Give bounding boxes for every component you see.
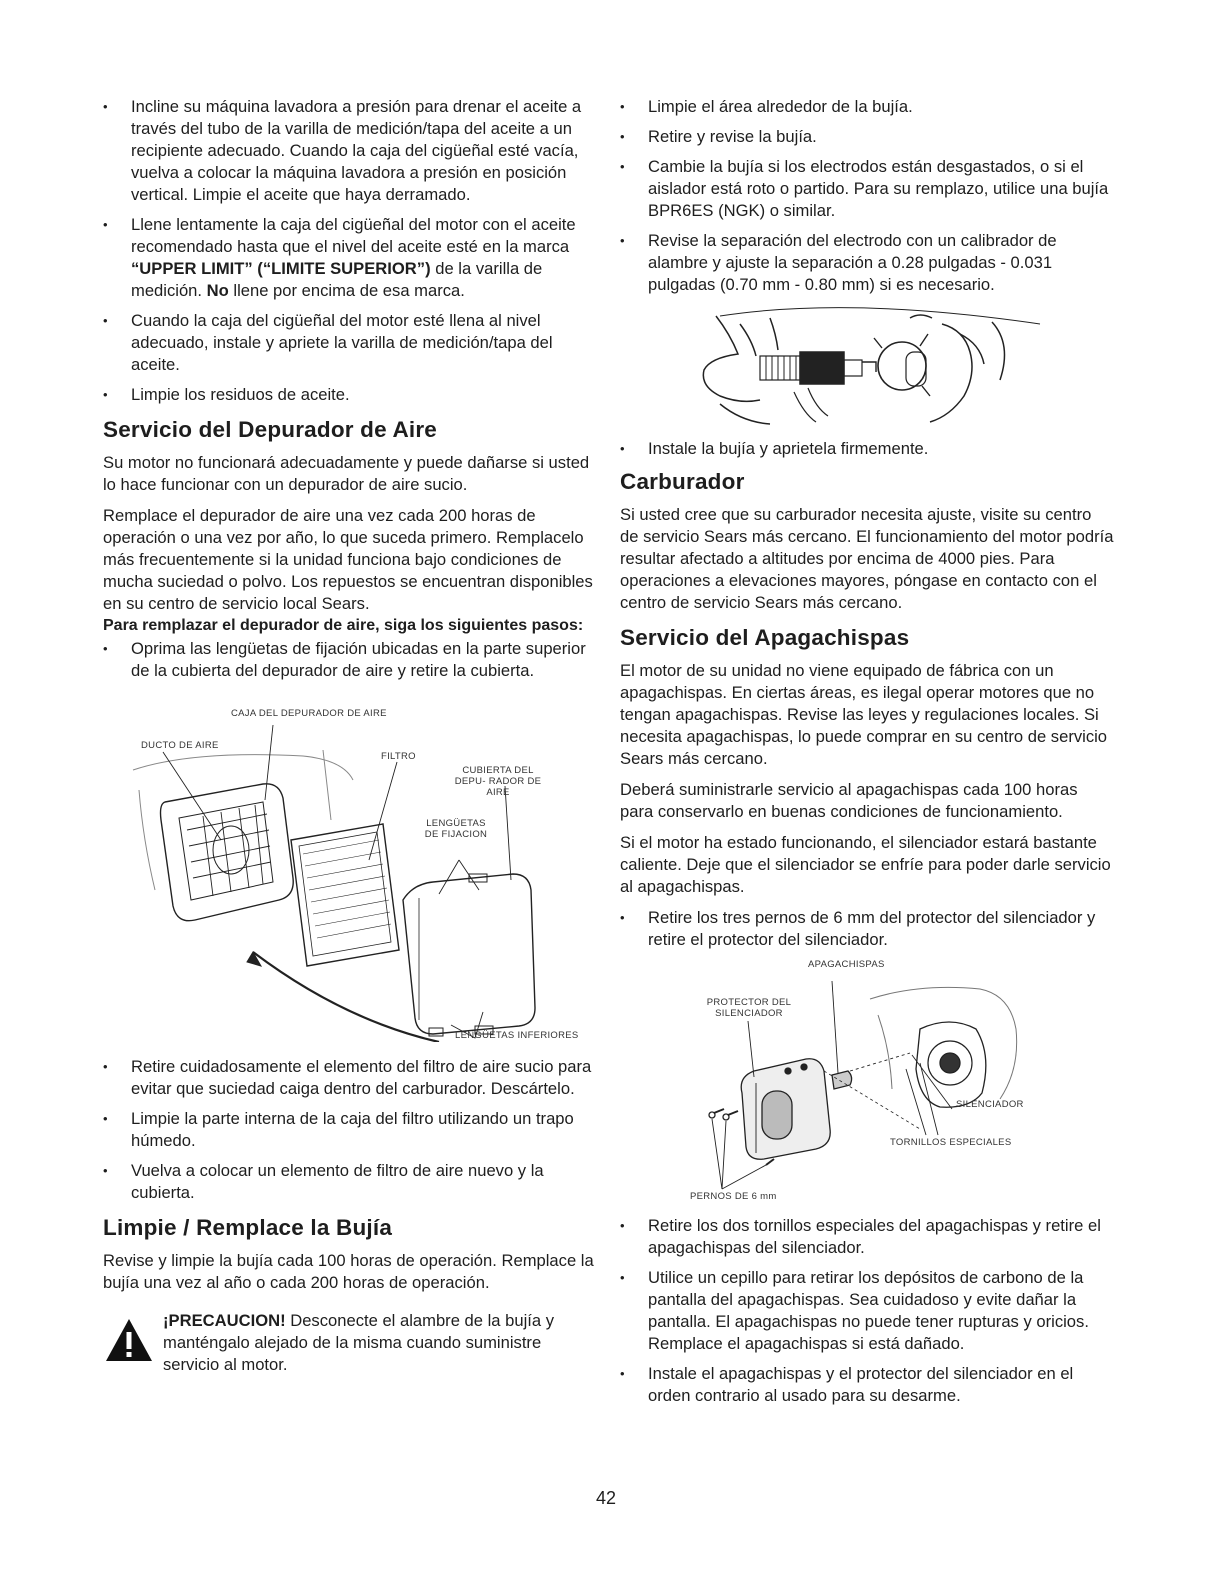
upper-limit-mark: “UPPER LIMIT” (“LIMITE SUPERIOR”) xyxy=(131,259,431,278)
list-item: • Limpie los residuos de aceite. xyxy=(103,384,597,406)
spark-arrester-paragraph: El motor de su unidad no viene equipado de fábrica con un apagachispas. En ciertas áreas, es ilegal operar motores que no tengan apagachispas. Revise las leyes y regulaciones locales. Si necesita apagachispas, lo puede comprar en su centro de servicio Sears más cercano. xyxy=(620,661,1108,768)
page-number: 42 xyxy=(595,1488,617,1508)
list-item: • Cambie la bujía si los electrodos están desgastados, o si el aislador está roto o partido. Para su remplazo, utilice una bujía BPR6ES (NGK) o similar. xyxy=(620,156,1114,222)
spark-arrester-paragraph: Deberá suministrarle servicio al apagachispas cada 100 horas para conservarlo en buenas condiciones de funcionamiento. xyxy=(620,780,1078,821)
spark-plug-gauge-diagram xyxy=(620,304,1114,434)
caution-label: ¡PRECAUCION! xyxy=(163,1311,286,1330)
air-cleaner-steps-intro: Para remplazar el depurador de aire, siga los siguientes pasos: xyxy=(103,617,584,634)
spark-arrester-paragraph: Si el motor ha estado funcionando, el silenciador estará bastante caliente. Deje que el silenciador se enfríe para poder darle servicio al apagachispas. xyxy=(620,833,1111,896)
air-cleaner-paragraph: Su motor no funcionará adecuadamente y puede dañarse si usted lo hace funcionar con un depurador de aire sucio. xyxy=(103,453,590,494)
label-spark-arrester: APAGACHISPAS xyxy=(808,959,885,970)
list-item: • Retire los tres pernos de 6 mm del protector del silenciador y retire el protector del silenciador. xyxy=(620,907,1114,951)
spark-plug-install xyxy=(620,438,1114,460)
carburetor-paragraph: Si usted cree que su carburador necesita ajuste, visite su centro de servicio Sears más cercano. El funcionamiento del motor podría resultar afectado a altitudes por encima de 4000 pies. Para operaciones a elevaciones mayores, póngase en contacto con el centro de servicio Sears más cercano. xyxy=(620,505,1114,612)
air-cleaner-figure xyxy=(103,690,597,1042)
list-item: • Limpie la parte interna de la caja del filtro utilizando un trapo húmedo. xyxy=(103,1108,597,1152)
label-special-screws: TORNILLOS ESPECIALES xyxy=(890,1137,1012,1148)
list-item: • Retire los dos tornillos especiales del apagachispas y retire el apagachispas del silenciador. xyxy=(620,1215,1114,1259)
label-6mm-bolts: PERNOS DE 6 mm xyxy=(690,1191,777,1202)
air-cleaner-steps-2 xyxy=(103,1056,597,1204)
list-item: • Instale la bujía y aprietela firmemente. xyxy=(620,438,1114,460)
caution-note xyxy=(103,1310,597,1376)
spark-arrester-steps xyxy=(620,907,1114,951)
label-muffler-protector: PROTECTOR DEL SILENCIADOR xyxy=(706,997,792,1019)
label-air-duct: DUCTO DE AIRE xyxy=(141,740,219,751)
list-item: • Incline su máquina lavadora a presión para drenar el aceite a través del tubo de la varilla de medición/tapa del aceite a un recipiente adecuado. Cuando la caja del cigüeñal esté vacía, vuelva a colocar la máquina lavadora a presión en posición vertical. Limpie el aceite que haya derramado. xyxy=(103,96,597,206)
spark-arrester-steps-2 xyxy=(620,1215,1114,1407)
muffler-diagram xyxy=(620,959,1114,1205)
spark-plug-paragraph: Revise y limpie la bujía cada 100 horas de operación. Remplace la bujía una vez al año o cada 200 horas de operación. xyxy=(103,1251,594,1292)
spark-plug-steps xyxy=(620,96,1114,296)
right-column xyxy=(620,96,1114,1415)
label-air-cleaner-case: CAJA DEL DEPURADOR DE AIRE xyxy=(231,708,387,719)
air-cleaner-paragraph: Remplace el depurador de aire una vez cada 200 horas de operación o una vez por año, lo que suceda primero. Remplacelo más frecuentemente si la unidad funciona bajo condiciones de mucha suciedad o polvo. Los repuestos se encuentran disponibles en su centro de servicio local Sears. xyxy=(103,506,593,613)
carburetor-heading: Carburador xyxy=(620,469,745,494)
air-cleaner-heading: Servicio del Depurador de Aire xyxy=(103,417,438,442)
warning-triangle-icon xyxy=(105,1318,153,1368)
list-item: • Oprima las lengüetas de fijación ubicadas en la parte superior de la cubierta del depurador de aire y retire la cubierta. xyxy=(103,638,597,682)
caution-text: Desconecte el alambre de la bujía y manténgalo alejado de la misma cuando suministre servicio al motor. xyxy=(163,1311,555,1374)
list-item: • Llene lentamente la caja del cigüeñal del motor con el aceite recomendado hasta que el nivel del aceite esté en la marca “UPPER LIMIT” (“LIMITE SUPERIOR”) de la varilla de medición. No llene por encima de esa marca. xyxy=(103,214,597,302)
spark-plug-heading: Limpie / Remplace la Bujía xyxy=(103,1215,393,1240)
list-item: • Instale el apagachispas y el protector del silenciador en el orden contrario al usado para su desarme. xyxy=(620,1363,1114,1407)
label-filter: FILTRO xyxy=(381,751,416,762)
oil-change-list xyxy=(103,96,597,406)
list-item: • Retire y revise la bujía. xyxy=(620,126,1114,148)
spark-arrester-heading: Servicio del Apagachispas xyxy=(620,625,910,650)
muffler-figure xyxy=(620,959,1114,1205)
list-item: • Retire cuidadosamente el elemento del filtro de aire sucio para evitar que suciedad caiga dentro del carburador. Descártelo. xyxy=(103,1056,597,1100)
list-item: • Vuelva a colocar un elemento de filtro de aire nuevo y la cubierta. xyxy=(103,1160,597,1204)
list-item: • Revise la separación del electrodo con un calibrador de alambre y ajuste la separación a 0.28 pulgadas - 0.031 pulgadas (0.70 mm - 0.80 mm) si es necesario. xyxy=(620,230,1114,296)
label-cover: CUBIERTA DEL DEPU- RADOR DE AIRE xyxy=(454,765,542,798)
spark-plug-gap-figure xyxy=(620,304,1114,434)
left-column xyxy=(103,96,597,1376)
list-item: • Cuando la caja del cigüeñal del motor esté llena al nivel adecuado, instale y apriete la varilla de medición/tapa del aceite. xyxy=(103,310,597,376)
air-cleaner-steps xyxy=(103,638,597,682)
label-muffler: SILENCIADOR xyxy=(956,1099,1024,1110)
list-item: • Utilice un cepillo para retirar los depósitos de carbono de la pantalla del apagachispas. Sea cuidadoso y evite dañar la pantalla. El apagachispas no puede tener rupturas y oricios. Remplace el apagachispas si está dañado. xyxy=(620,1267,1114,1355)
label-fixing-tabs: LENGÜETAS DE FIJACION xyxy=(424,818,488,840)
list-item: • Limpie el área alrededor de la bujía. xyxy=(620,96,1114,118)
label-lower-tabs: LENGÜETAS INFERIORES xyxy=(455,1030,579,1041)
